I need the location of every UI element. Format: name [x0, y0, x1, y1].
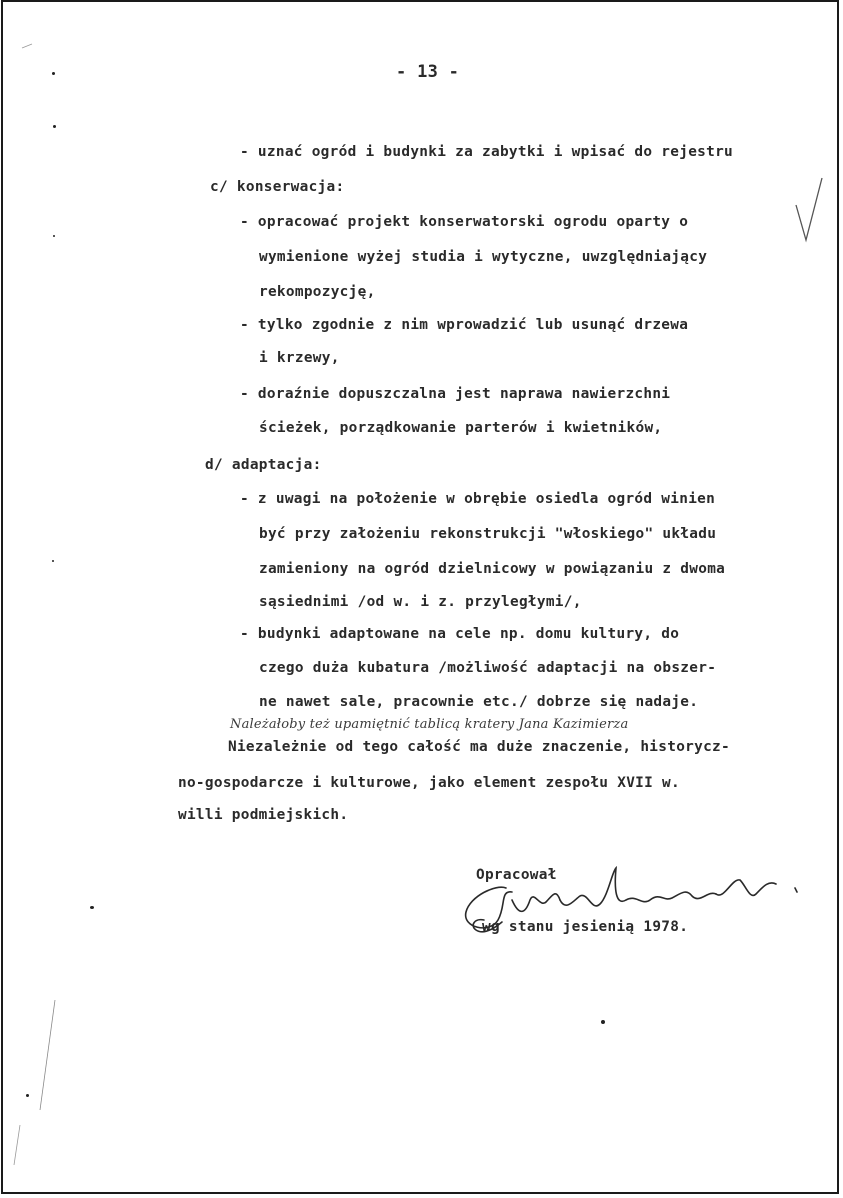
- speck: [601, 1020, 605, 1024]
- check-mark-icon: [796, 178, 822, 240]
- text-line: no-gospodarcze i kulturowe, jako element zespołu XVII w.: [178, 775, 680, 791]
- speck: [53, 235, 55, 237]
- text-line: ścieżek, porządkowanie parterów i kwietników,: [259, 420, 663, 436]
- text-line: zamieniony na ogród dzielnicowy w powiązaniu z dwoma: [259, 561, 726, 577]
- text-line: - uznać ogród i budynki za zabytki i wpisać do rejestru: [240, 144, 734, 160]
- text-line: - budynki adaptowane na cele np. domu kultury, do: [240, 626, 680, 642]
- text-line: sąsiednimi /od w. i z. przyległymi/,: [259, 594, 582, 610]
- handwritten-note: Należałoby też upamiętnić tablicą kratery Jana Kazimierza: [230, 717, 629, 732]
- margin-mark: [14, 1125, 20, 1165]
- margin-mark: [22, 44, 32, 48]
- text-line: rekompozycję,: [259, 284, 376, 300]
- text-line: - opracować projekt konserwatorski ogrodu oparty o: [240, 214, 689, 230]
- text-line: Niezależnie od tego całość ma duże znaczenie, historycz-: [228, 739, 730, 755]
- speck: [90, 906, 94, 909]
- text-line: być przy założeniu rekonstrukcji "włoskiego" układu: [259, 526, 717, 542]
- text-line: - z uwagi na położenie w obrębie osiedla ogród winien: [240, 491, 716, 507]
- date-line: wg stanu jesienią 1978.: [482, 919, 689, 935]
- text-line: czego duża kubatura /możliwość adaptacji na obszer-: [259, 660, 717, 676]
- section-heading-conservation: c/ konserwacja:: [210, 179, 345, 195]
- margin-mark: [40, 1000, 55, 1110]
- prepared-by-label: Opracował: [476, 867, 557, 883]
- text-line: - doraźnie dopuszczalna jest naprawa nawierzchni: [240, 386, 671, 402]
- text-line: ne nawet sale, pracownie etc./ dobrze się nadaje.: [259, 694, 699, 710]
- speck: [52, 72, 55, 75]
- speck: [26, 1094, 29, 1097]
- section-heading-adaptation: d/ adaptacja:: [205, 457, 322, 473]
- text-line: - tylko zgodnie z nim wprowadzić lub usunąć drzewa: [240, 317, 689, 333]
- signature-icon: [466, 868, 797, 935]
- text-line: wymienione wyżej studia i wytyczne, uwzględniający: [259, 249, 708, 265]
- speck: [52, 560, 54, 562]
- page-number: - 13 -: [396, 62, 460, 82]
- text-line: i krzewy,: [259, 350, 340, 366]
- text-line: willi podmiejskich.: [178, 807, 349, 823]
- speck: [53, 125, 56, 128]
